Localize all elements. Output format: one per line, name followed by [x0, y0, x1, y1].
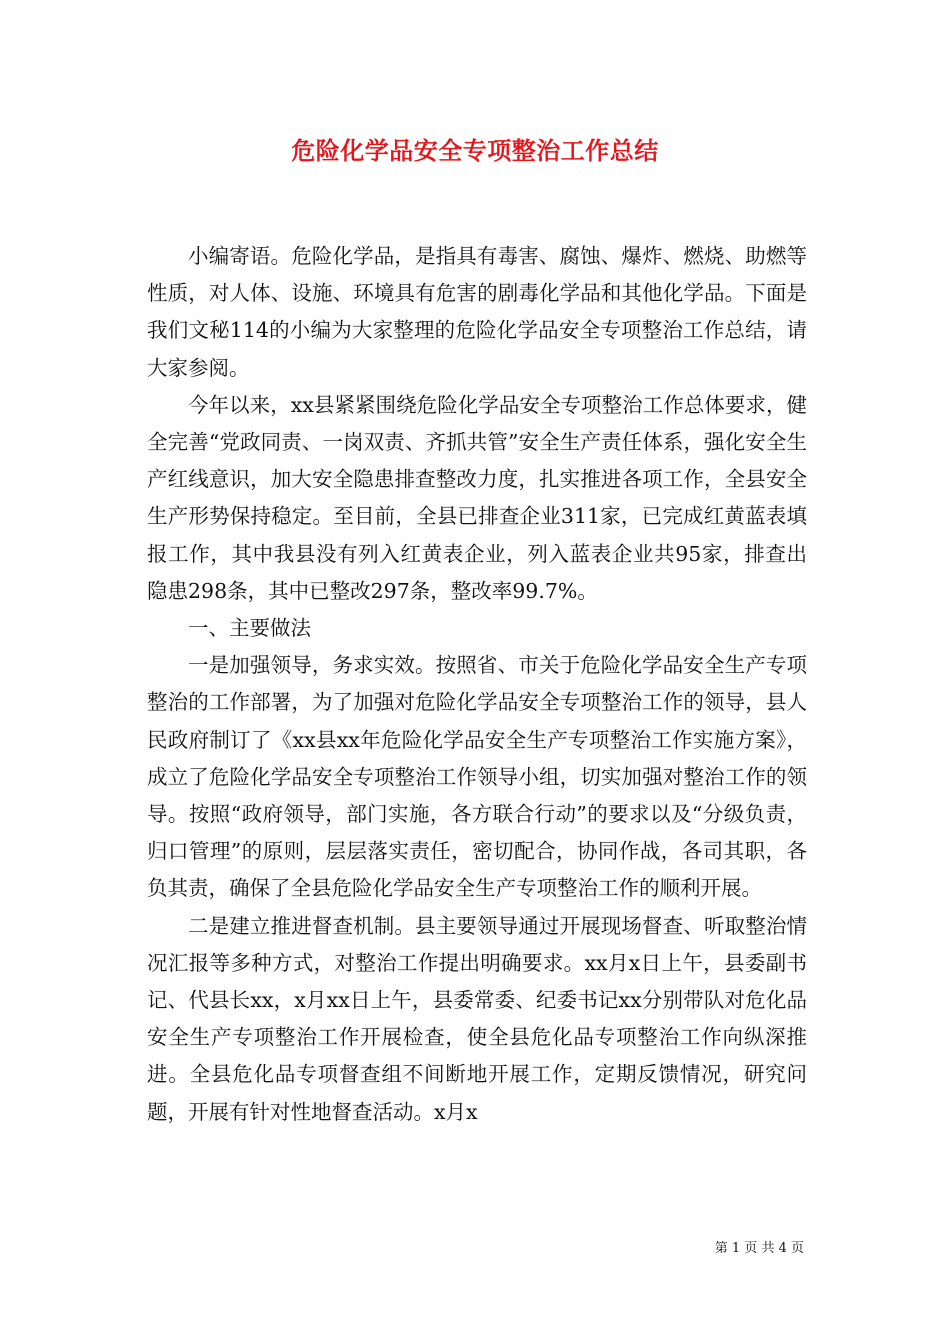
document-body — [147, 238, 807, 1131]
document-title: 危险化学品安全专项整治工作总结 — [291, 136, 659, 165]
paragraph-intro: 小编寄语。危险化学品，是指具有毒害、腐蚀、爆炸、燃烧、助燃等性质，对人体、设施、环境具有危害的剧毒化学品和其他化学品。下面是我们文秘114的小编为大家整理的危险化学品安全专项整治工作总结，请大家参阅。 — [147, 244, 807, 380]
page-number: 第 1 页 共 4 页 — [714, 1241, 804, 1256]
paragraph-leadership: 一是加强领导，务求实效。按照省、市关于危险化学品安全生产专项整治的工作部署，为了加强对危险化学品安全专项整治工作的领导，县人民政府制订了《xx县xx年危险化学品安全生产专项整治工作实施方案》，成立了危险化学品安全专项整治工作领导小组，切实加强对整治工作的领导。按照“政府领导，部门实施，各方联合行动”的要求以及“分级负责，归口管理”的原则，层层落实责任，密切配合，协同作战，各司其职，各负其责，确保了全县危险化学品安全生产专项整治工作的顺利开展。 — [147, 653, 807, 901]
section-heading: 一、主要做法 — [188, 616, 311, 641]
paragraph-supervision: 二是建立推进督查机制。县主要领导通过开展现场督查、听取整治情况汇报等多种方式，对整治工作提出明确要求。xx月x日上午，县委副书记、代县长xx，x月xx日上午，县委常委、纪委书记xx分别带队对危化品安全生产专项整治工作开展检查，使全县危化品专项整治工作向纵深推进。全县危化品专项督查组不间断地开展工作，定期反馈情况，研究问题，开展有针对性地督查活动。x月x — [147, 913, 807, 1124]
paragraph-overview: 今年以来，xx县紧紧围绕危险化学品安全专项整治工作总体要求，健全完善“党政同责、一岗双责、齐抓共管”安全生产责任体系，强化安全生产红线意识，加大安全隐患排查整改力度，扎实推进各项工作，全县安全生产形势保持稳定。至目前，全县已排查企业311家，已完成红黄蓝表填报工作，其中我县没有列入红黄表企业，列入蓝表企业共95家，排查出隐患298条，其中已整改297条，整改率99.7%。 — [147, 392, 807, 603]
